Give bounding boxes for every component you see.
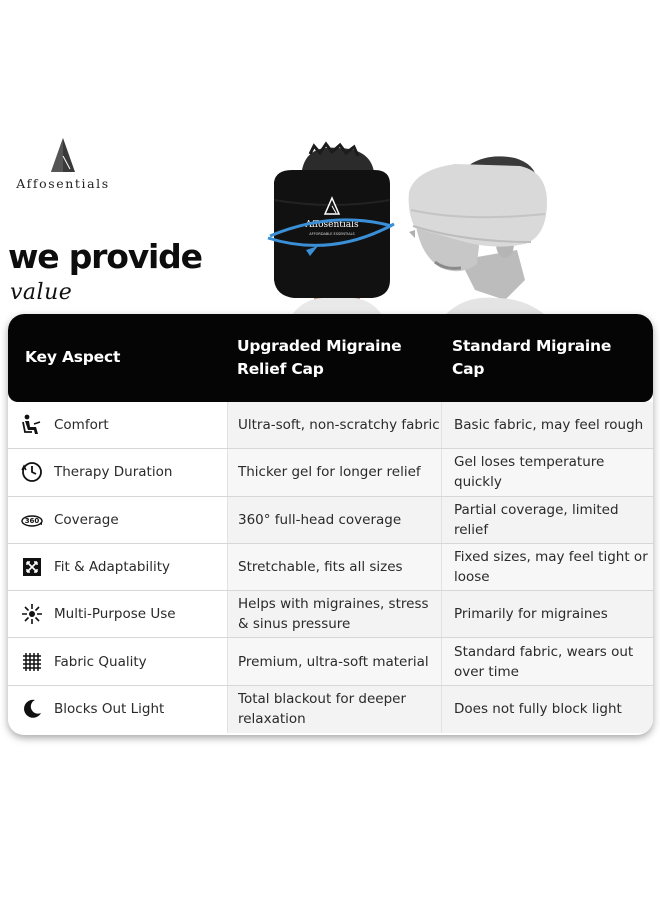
standard-cell: Partial coverage, limited relief	[441, 497, 653, 543]
clock-icon	[20, 460, 44, 484]
table-row	[8, 402, 653, 449]
upgraded-cell: Total blackout for deeper relaxation	[227, 686, 441, 733]
comparison-table	[8, 314, 653, 735]
triangle-logo-icon	[48, 136, 78, 174]
table-row	[8, 497, 653, 544]
aspect-label: Fit & Adaptability	[54, 559, 171, 576]
table-body	[8, 402, 653, 733]
aspect-label: Coverage	[54, 511, 119, 528]
aspect-label: Therapy Duration	[54, 464, 173, 481]
upgraded-cell: 360° full-head coverage	[227, 497, 441, 543]
moon-icon	[20, 697, 44, 721]
aspect-label: Multi-Purpose Use	[54, 606, 176, 623]
standard-cell: Standard fabric, wears out over time	[441, 638, 653, 684]
360-view-icon	[20, 508, 44, 532]
standard-cell: Primarily for migraines	[441, 591, 653, 637]
table-row	[8, 638, 653, 685]
headline-script: value	[10, 280, 73, 305]
standard-cell: Basic fabric, may feel rough	[441, 402, 653, 448]
standard-cell: Gel loses temperature quickly	[441, 449, 653, 495]
aspect-label: Blocks Out Light	[54, 701, 165, 718]
grey-cap-photo	[405, 150, 555, 315]
stretch-icon	[20, 555, 44, 579]
upgraded-cell: Ultra-soft, non-scratchy fabric	[227, 402, 441, 448]
upgraded-cell: Premium, ultra-soft material	[227, 638, 441, 684]
aspect-label: Fabric Quality	[54, 653, 147, 670]
brand-logo	[8, 136, 118, 191]
multi-purpose-icon	[20, 602, 44, 626]
aspect-cell	[8, 497, 227, 543]
standard-cell: Does not fully block light	[441, 686, 653, 733]
svg-text:360: 360	[24, 516, 40, 525]
black-cap-photo	[262, 140, 402, 315]
cap-brand-subtext: AFFORDABLE ESSENTIALS	[309, 232, 355, 236]
standard-cell: Fixed sizes, may feel tight or loose	[441, 544, 653, 590]
aspect-cell	[8, 402, 227, 448]
table-row	[8, 686, 653, 733]
headline: we provide	[8, 237, 202, 276]
aspect-cell	[8, 591, 227, 637]
table-row	[8, 591, 653, 638]
upgraded-cell: Helps with migraines, stress & sinus pressure	[227, 591, 441, 637]
aspect-cell	[8, 449, 227, 495]
upgraded-cell: Stretchable, fits all sizes	[227, 544, 441, 590]
aspect-cell	[8, 686, 227, 733]
table-header	[8, 314, 653, 402]
comfort-chair-icon	[20, 413, 44, 437]
brand-name: Affosentials	[16, 176, 110, 191]
aspect-cell	[8, 638, 227, 684]
table-row	[8, 544, 653, 591]
upgraded-cell: Thicker gel for longer relief	[227, 449, 441, 495]
table-row	[8, 449, 653, 496]
header-upgraded-cap: Upgraded Migraine Relief Cap	[237, 337, 402, 378]
fabric-weave-icon	[20, 650, 44, 674]
header-key-aspect: Key Aspect	[25, 348, 121, 366]
aspect-label: Comfort	[54, 417, 109, 434]
header-standard-cap: Standard Migraine Cap	[452, 337, 612, 378]
cap-brand-text: Affosentials	[305, 220, 359, 230]
aspect-cell	[8, 544, 227, 590]
